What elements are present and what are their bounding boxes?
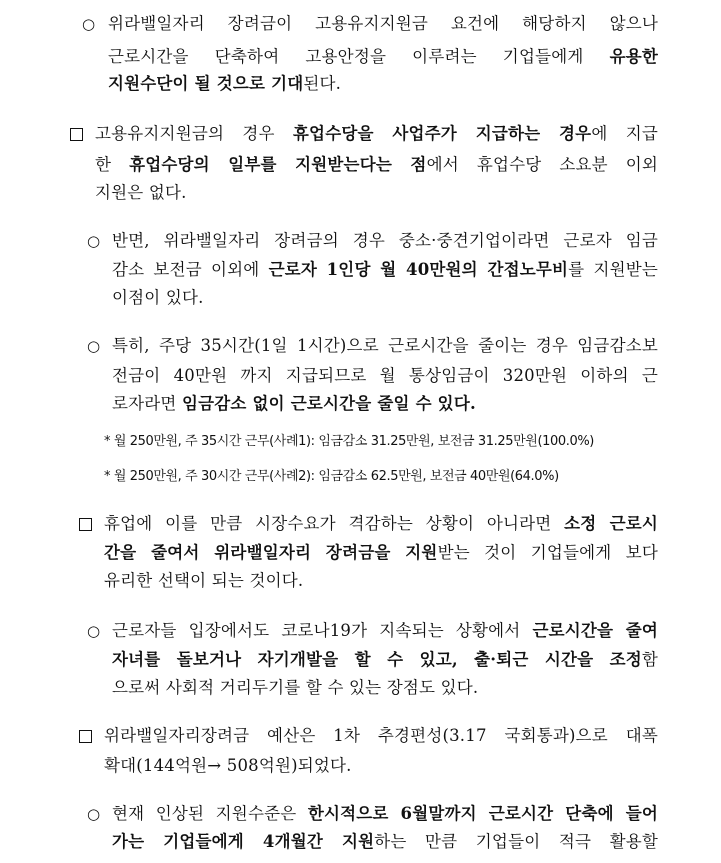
paragraph-line: 가는 기업들에게 4개월간 지원하는 만큼 기업들이 적극 활용할 — [112, 832, 658, 851]
circle-bullet-icon: ○ — [87, 622, 101, 640]
footnote-case-1: * 월 250만원, 주 35시간 근무(사례1): 임금감소 31.25만원, 보전금 31.25만원(100.0%) — [104, 434, 594, 449]
paragraph-line: 유리한 선택이 되는 것이다. — [104, 571, 304, 590]
paragraph-line: 근로시간을 단축하여 고용안정을 이루려는 기업들에게 유용한 — [108, 47, 658, 66]
paragraph-line: 현재 인상된 지원수준은 한시적으로 6월말까지 근로시간 단축에 들어 — [112, 804, 658, 823]
paragraph-line: 근로자들 입장에서도 코로나19가 지속되는 상황에서 근로시간을 줄여 — [112, 621, 658, 640]
paragraph-line: 간을 줄여서 위라밸일자리 장려금을 지원받는 것이 기업들에게 보다 — [104, 543, 658, 562]
paragraph-line: 자녀를 돌보거나 자기개발을 할 수 있고, 출·퇴근 시간을 조정함 — [112, 650, 658, 669]
checkbox-square-icon — [79, 518, 92, 531]
paragraph-line: 고용유지지원금의 경우 휴업수당을 사업주가 지급하는 경우에 지급 — [95, 124, 658, 143]
paragraph-line: 로자라면 임금감소 없이 근로시간을 줄일 수 있다. — [112, 394, 476, 413]
paragraph-line: 한 휴업수당의 일부를 지원받는다는 점에서 휴업수당 소요분 이외 — [95, 155, 658, 174]
paragraph-line: 위라밸일자리 장려금이 고용유지지원금 요건에 해당하지 않으나 — [108, 14, 658, 33]
circle-bullet-icon: ○ — [87, 337, 101, 355]
footnote-case-2: * 월 250만원, 주 30시간 근무(사례2): 임금감소 62.5만원, 보전금 40만원(64.0%) — [104, 469, 559, 484]
paragraph-line: 반면, 위라밸일자리 장려금의 경우 중소·중견기업이라면 근로자 임금 — [112, 231, 658, 250]
paragraph-line: 으로써 사회적 거리두기를 할 수 있는 장점도 있다. — [112, 678, 479, 697]
paragraph-line: 특히, 주당 35시간(1일 1시간)으로 근로시간을 줄이는 경우 임금감소보 — [112, 336, 658, 355]
paragraph-line: 위라밸일자리장려금 예산은 1차 추경편성(3.17 국회통과)으로 대폭 — [104, 726, 658, 745]
circle-bullet-icon: ○ — [87, 232, 101, 250]
paragraph-line: 이점이 있다. — [112, 288, 204, 307]
checkbox-square-icon — [79, 730, 92, 743]
paragraph-line: 휴업에 이를 만큼 시장수요가 격감하는 상황이 아니라면 소정 근로시 — [104, 514, 659, 533]
paragraph-line: 확대(144억원→ 508억원)되었다. — [104, 756, 352, 775]
paragraph-line: 감소 보전금 이외에 근로자 1인당 월 40만원의 간접노무비를 지원받는 — [112, 260, 659, 279]
paragraph-line: 지원수단이 될 것으로 기대된다. — [108, 74, 342, 93]
circle-bullet-icon: ○ — [87, 805, 101, 823]
checkbox-square-icon — [70, 128, 83, 141]
paragraph-line: 지원은 없다. — [95, 183, 187, 202]
paragraph-line: 전금이 40만원 까지 지급되므로 월 통상임금이 320만원 이하의 근 — [112, 366, 658, 385]
circle-bullet-icon: ○ — [82, 15, 96, 33]
